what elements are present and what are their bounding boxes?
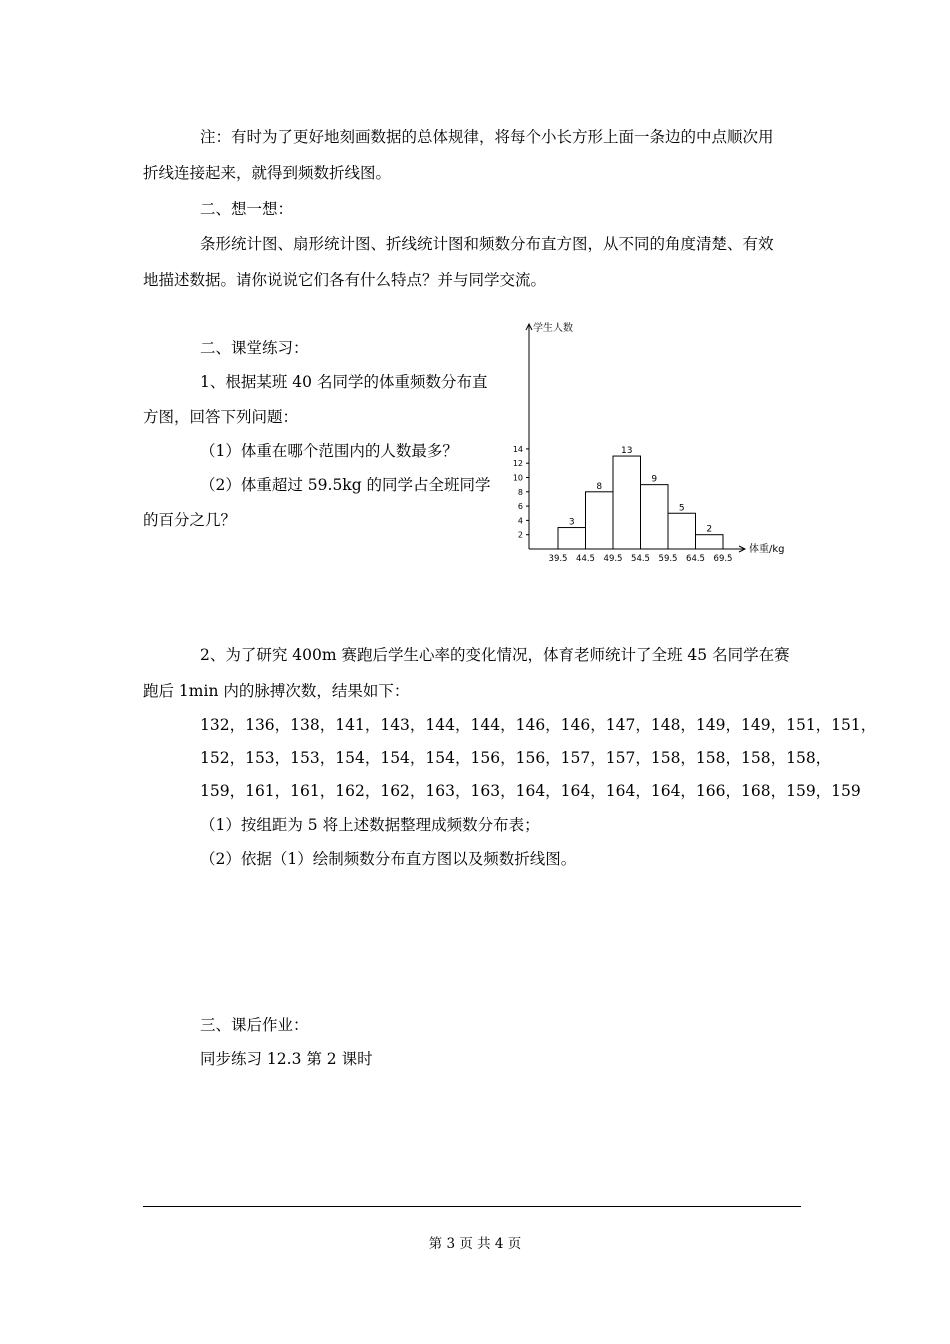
q1-line-1: 1、根据某班 40 名同学的体重频数分布直: [200, 373, 488, 391]
q2-line-1: 2、为了研究 400m 赛跑后学生心率的变化情况，体育老师统计了全班 45 名同学在赛: [200, 646, 790, 664]
think-line-2: 地描述数据。请你说说它们各有什么特点？并与同学交流。: [143, 271, 547, 289]
histogram-bar: [641, 485, 669, 549]
histogram-bar: [558, 528, 586, 549]
y-tick-label: 6: [517, 502, 523, 512]
q1-sub-1: （1）体重在哪个范围内的人数最多？: [200, 442, 458, 460]
x-tick-label: 69.5: [713, 554, 733, 564]
bar-value-label: 13: [621, 446, 633, 457]
bar-value-label: 3: [568, 517, 575, 528]
x-tick-label: 49.5: [603, 554, 623, 564]
y-tick-label: 14: [512, 444, 523, 454]
practice-heading: 二、课堂练习：: [200, 339, 309, 357]
histogram-bar: [696, 535, 724, 549]
homework-item: 同步练习 12.3 第 2 课时: [200, 1050, 373, 1068]
q2-line-2: 跑后 1min 内的脉搏次数，结果如下：: [143, 682, 410, 700]
page-number: 第 3 页 共 4 页: [428, 1236, 522, 1252]
x-tick-label: 59.5: [658, 554, 678, 564]
bar-value-label: 8: [596, 481, 603, 492]
histogram-bar: [613, 456, 641, 549]
histogram-bar: [668, 513, 696, 549]
q1-line-2: 方图，回答下列问题：: [143, 408, 299, 426]
bar-value-label: 5: [678, 503, 685, 514]
q2-data-row-2: 152，153，153，154，154，154，156，156，157，157，158，158，158，158，: [200, 749, 832, 767]
q2-data-row-1: 132，136，138，141，143，144，144，146，146，147，148，149，149，151，151，: [200, 716, 877, 734]
weight-histogram: [505, 318, 805, 568]
y-axis-label: 学生人数: [533, 323, 573, 334]
x-tick-label: 44.5: [576, 554, 595, 564]
q2-data-row-3: 159，161，161，162，162，163，163，164，164，164，164，166，168，159，159: [200, 782, 861, 800]
x-axis-label: 体重/kg: [749, 544, 785, 555]
think-line-1: 条形统计图、扇形统计图、折线统计图和频数分布直方图，从不同的角度清楚、有效: [200, 235, 774, 253]
q1-sub-2: （2）体重超过 59.5kg 的同学占全班同学: [200, 476, 491, 494]
q1-sub-3: 的百分之几？: [143, 511, 237, 529]
note-line-1: 注：有时为了更好地刻画数据的总体规律，将每个小长方形上面一条边的中点顺次用: [200, 128, 774, 146]
think-heading: 二、想一想：: [200, 200, 294, 218]
y-tick-label: 2: [517, 530, 523, 540]
q2-sub-2: （2）依据（1）绘制频数分布直方图以及频数折线图。: [200, 850, 577, 868]
bar-value-label: 2: [706, 524, 713, 535]
q2-sub-1: （1）按组距为 5 将上述数据整理成频数分布表；: [200, 816, 540, 834]
histogram-bar: [586, 492, 614, 549]
y-tick-label: 4: [517, 516, 523, 526]
homework-heading: 三、课后作业：: [200, 1016, 309, 1034]
footer-divider: [143, 1206, 801, 1207]
y-tick-label: 10: [512, 473, 523, 483]
y-tick-label: 8: [517, 487, 523, 497]
note-line-2: 折线连接起来，就得到频数折线图。: [143, 164, 392, 182]
x-tick-label: 39.5: [548, 554, 568, 564]
x-tick-label: 64.5: [686, 554, 705, 564]
y-tick-label: 12: [512, 459, 523, 469]
bar-value-label: 9: [651, 474, 658, 485]
x-tick-label: 54.5: [631, 554, 650, 564]
